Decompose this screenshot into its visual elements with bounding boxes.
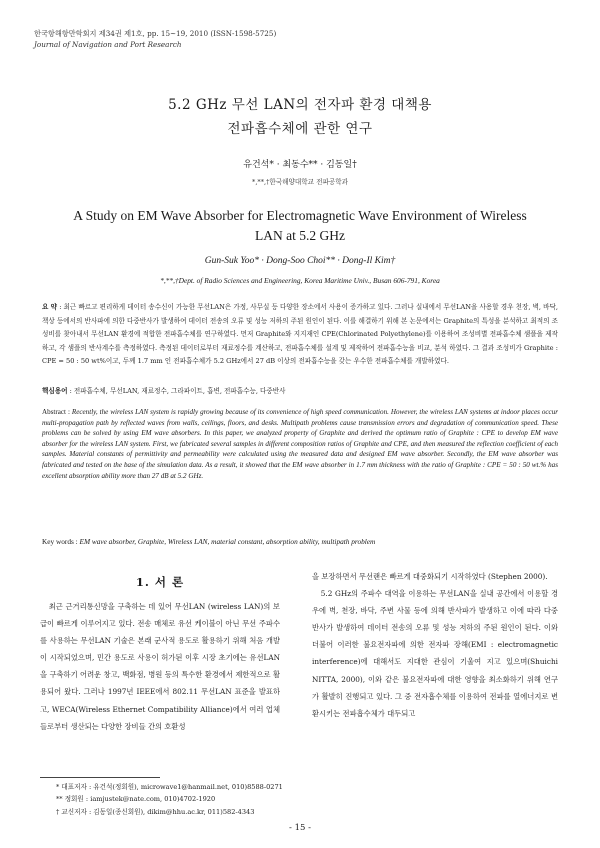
title-english-line1: A Study on EM Wave Absorber for Electromagnetic Wave Environment of Wireless <box>73 208 527 223</box>
journal-citation: 한국항해항만학회지 제34권 제1호, pp. 15~19, 2010 (ISSN-1598-5725) <box>34 29 277 38</box>
intro-right-paragraph2: 5.2 GHz의 주파수 대역을 이용하는 무선LAN을 실내 공간에서 이용할 경우에 벽, 천장, 바닥, 주변 사물 등에 의해 반사파가 발생하고 이에 따라 다중반사가 발생하여 데이터 전송의 오류 및 성능 저하의 주된 원인이 된다. 이와 더불어 이러한 불요전자파에 의한 전자파 장해(EMI : electromagnetic interference)에 대해서도 지대한 관심이 기울여 지고 있으며(Shuichi NITTA, 2000), 이와 같은 불요전자파에 대한 영향을 최소화하기 위해 연구가 활발히 진행되고 있다. 그 중 전자흡수체를 이용하여 전파를 열에너지로 변환시키는 전파흡수체가 대두되고 <box>312 589 558 718</box>
abstract-korean-label: 요 약 <box>42 303 58 311</box>
authors-english: Gun-Suk Yoo* · Dong-Soo Choi** · Dong-Il Kim† <box>204 256 396 266</box>
keywords-english-label: Key words : <box>42 537 78 546</box>
intro-right-paragraph1: 을 보장하면서 무선랜은 빠르게 대중화되기 시작하였다 (Stephen 2000). <box>312 572 548 581</box>
keywords-korean-text: : 전파흡수체, 무선LAN, 재료정수, 그라파이트, 흡변, 전파흡수능, 다중반사 <box>69 387 286 395</box>
section-title-introduction: 1. 서 론 <box>135 575 185 589</box>
title-korean-line2: 전파흡수체에 관한 연구 <box>227 121 373 137</box>
title-english <box>30 206 570 246</box>
abstract-korean-text: : 최근 빠르고 편리하게 데이터 송수신이 가능한 무선LAN은 가정, 사무실 등 다양한 장소에서 사용이 증가하고 있다. 그러나 실내에서 무선LAN을 사용할 경우 천장, 벽, 바닥, 책상 등에서의 반사파에 의한 다중반사가 발생하여 데이터 전송의 오류 및 성능 저하의 주된 원인이 된다. 이를 해결하기 위해 본 논문에서는 Graphite의 특성을 분석하고 최적의 조성비를 찾아내서 무선LAN 환경에 적합한 전파흡수체를 연구하였다. 먼저 Graphite와 지지재인 CPE(Chlorinated Polyethylene)를 이용하여 조성비별 전파흡수체 샘플을 제작하고, 각 샘플의 반사계수를 측정하였다. 측정된 데이터로부터 재료정수를 계산하고, 전파흡수체를 설계 및 제작하여 전파흡수능을 비교, 분석 하였다. 그 결과 조성비가 Graphite : CPE = 50 : 50 wt%이고, 두께 1.7 mm 인 전파흡수체가 5.2 GHz에서 27 dB 이상의 전파흡수능을 갖는 우수한 전파흡수체를 개발하였다. <box>42 303 558 366</box>
affiliation-korean: *,**,†한국해양대학교 전파공학과 <box>252 178 348 186</box>
title-korean <box>0 96 600 139</box>
journal-header <box>34 28 276 50</box>
keywords-korean-label: 핵심용어 <box>42 387 68 395</box>
abstract-english-label: Abstract : <box>42 408 70 416</box>
title-korean-line1: 5.2 GHz 무선 LAN의 전자파 환경 대책용 <box>168 97 432 113</box>
footnote-divider <box>40 777 160 778</box>
abstract-english <box>42 407 558 481</box>
journal-name-en: Journal of Navigation and Port Research <box>34 40 182 49</box>
authors-korean: 유건석* · 최동수** · 김동일† <box>243 160 357 170</box>
page-number: - 15 - <box>289 823 311 833</box>
intro-right-column <box>312 568 558 722</box>
footnote-corresponding-author: † 교신저자 : 김동일(종신회원), dikim@hhu.ac.kr, 011)582-4343 <box>56 807 255 816</box>
footnotes <box>56 781 283 818</box>
keywords-english-text: EM wave absorber, Graphite, Wireless LAN, material constant, absorption ability, multipath problem <box>79 537 376 546</box>
keywords-english <box>42 537 558 546</box>
footnote-first-author: * 대표저자 : 유건석(정회원), microwave1@hanmail.net, 010)8588-0271 <box>56 783 283 791</box>
abstract-english-text: Recently, the wireless LAN system is rapidly growing because of its convenience of high speed communication. However, the wireless LAN systems at indoor places occur multi-propagation path by reflected waves from walls, ceilings, floors, and desks. Multipath problems cause transmission errors and degradation of communication speed. These problems can be solved by using EM wave absorbers. In this paper, we analyzed property of Graphite and derived the optimum ratio of Graphite : CPE to develop EM wave absorber for the wireless LAN system. First, we fabricated several samples in different composition ratios of Graphite and CPE, and then measured the reflection coefficient of each samples. Material constants of permittivity and permeability were calculated using the measured data and designed EM wave absorber. Secondly, the EM wave absorber was fabricated and tested on the base of the simulation data. As a result, it showed that the EM wave absorber in 1.7 mm thickness with the ratio of Graphite : CPE = 50 : 50 wt.% has excellent absorption ability more than 27 dB at 5.2 GHz. <box>42 408 558 480</box>
footnote-member: ** 정회원 : iamjustek@nate.com, 010)4702-1920 <box>56 795 216 804</box>
title-english-line2: LAN at 5.2 GHz <box>255 228 345 243</box>
abstract-korean <box>42 301 558 369</box>
keywords-korean <box>42 385 558 395</box>
intro-left-column: 최근 근거리통신망을 구축하는 데 있어 무선LAN (wireless LAN)의 보급이 빠르게 이루어지고 있다. 전송 매체로 유선 케이블이 아닌 무선 주파수를 사용하는 무선LAN 기술은 본래 군사적 용도로 활용하기 위해 처음 개발이 시작되었으며, 민간 용도로 사용이 허가된 이후 시장 초기에는 유선LAN을 구축하기 어려운 창고, 백화점, 병원 등의 특수한 환경에서 제한적으로 활용되어 왔다. 그러나 1997년 IEEE에서 802.11 무선LAN 표준을 발표하고, WECA(Wireless Ethernet Compatibility Alliance)에서 여러 업체들로부터 생산되는 다양한 장비들 간의 호환성 <box>40 602 280 731</box>
affiliation-english: *,**,†Dept. of Radio Sciences and Engineering, Korea Maritime Univ., Busan 606-791, Korea <box>160 276 440 285</box>
